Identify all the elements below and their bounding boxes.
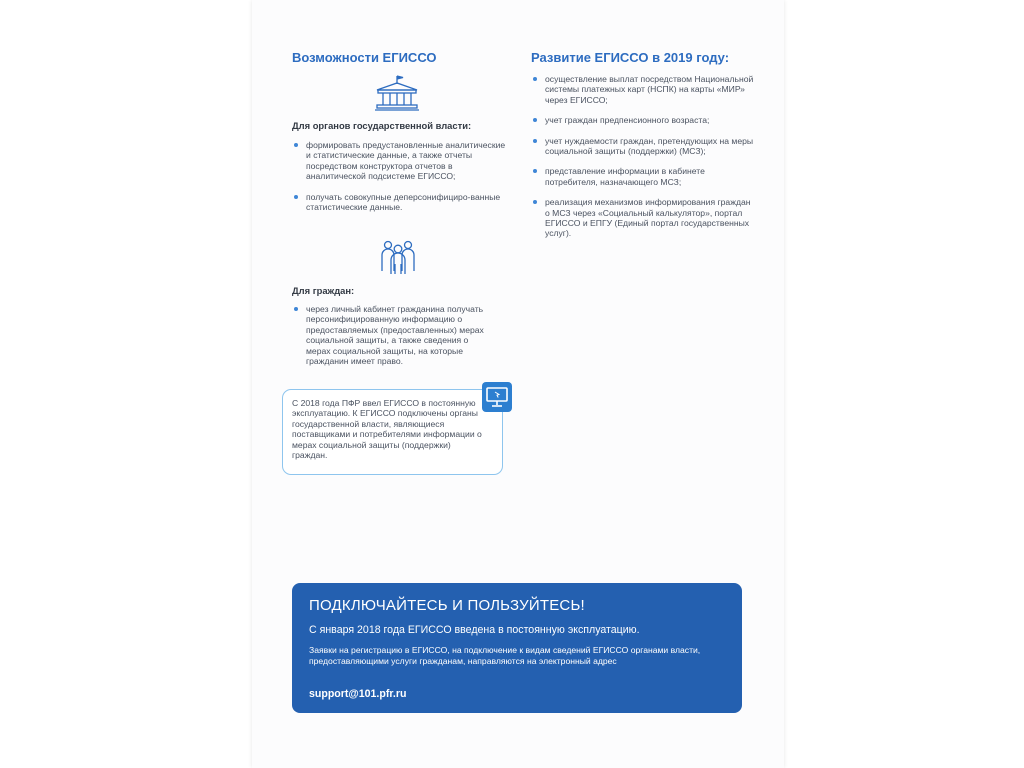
development-item: реализация механизмов информирования граждан о МСЗ через «Социальный калькулятор», портал ЕГИССО и ЕПГУ (Единый портал государственных услуг). (532, 197, 754, 239)
citizens-list (293, 304, 493, 366)
development-list (532, 74, 754, 239)
banner-title: ПОДКЛЮЧАЙТЕСЬ И ПОЛЬЗУЙТЕСЬ! (309, 597, 585, 614)
authorities-item: получать совокупные деперсонифициро-ванные статистические данные. (293, 192, 508, 213)
info-box-text: С 2018 года ПФР ввел ЕГИССО в постоянную эксплуатацию. К ЕГИССО подключены органы государственной власти, являющиеся поставщиками и потребителями информации о мерах социальной защиты (поддержки) граждан. (292, 398, 482, 461)
government-building-icon (374, 74, 420, 112)
development-item: представление информации в кабинете потребителя, назначающего МСЗ; (532, 166, 754, 187)
development-item: учет нуждаемости граждан, претендующих на меры социальной защиты (поддержки) (МСЗ); (532, 136, 754, 157)
left-heading: Возможности ЕГИССО (292, 50, 437, 65)
banner-lead: С января 2018 года ЕГИССО введена в постоянную эксплуатацию. (309, 624, 640, 636)
connect-banner (292, 583, 742, 713)
people-group-icon (378, 238, 418, 276)
citizens-subheading: Для граждан: (292, 285, 355, 296)
development-item: осуществление выплат посредством Национальной системы платежных карт (НСПК) на карты «МИР» через ЕГИССО; (532, 74, 754, 105)
authorities-list (293, 140, 508, 212)
support-email-link[interactable]: support@101.pfr.ru (309, 688, 407, 700)
right-heading: Развитие ЕГИССО в 2019 году: (531, 50, 730, 65)
info-box (282, 389, 503, 475)
citizens-item: через личный кабинет гражданина получать персонифицированную информацию о предоставляемых (предоставленных) мерах социальной защиты, а также сведения о мерах социальной защиты, на которые гражданин имеет право. (293, 304, 493, 366)
development-item: учет граждан предпенсионного возраста; (532, 115, 754, 125)
authorities-item: формировать предустановленные аналитические и статистические данные, а также отчеты посредством конструктора отчетов в аналитической подсистеме ЕГИССО; (293, 140, 508, 182)
banner-body: Заявки на регистрацию в ЕГИССО, на подключение к видам сведений ЕГИССО органами власти, предоставляющими услуги гражданам, направляются на электронный адрес (309, 645, 701, 666)
monitor-icon (482, 382, 512, 412)
authorities-subheading: Для органов государственной власти: (292, 120, 472, 131)
